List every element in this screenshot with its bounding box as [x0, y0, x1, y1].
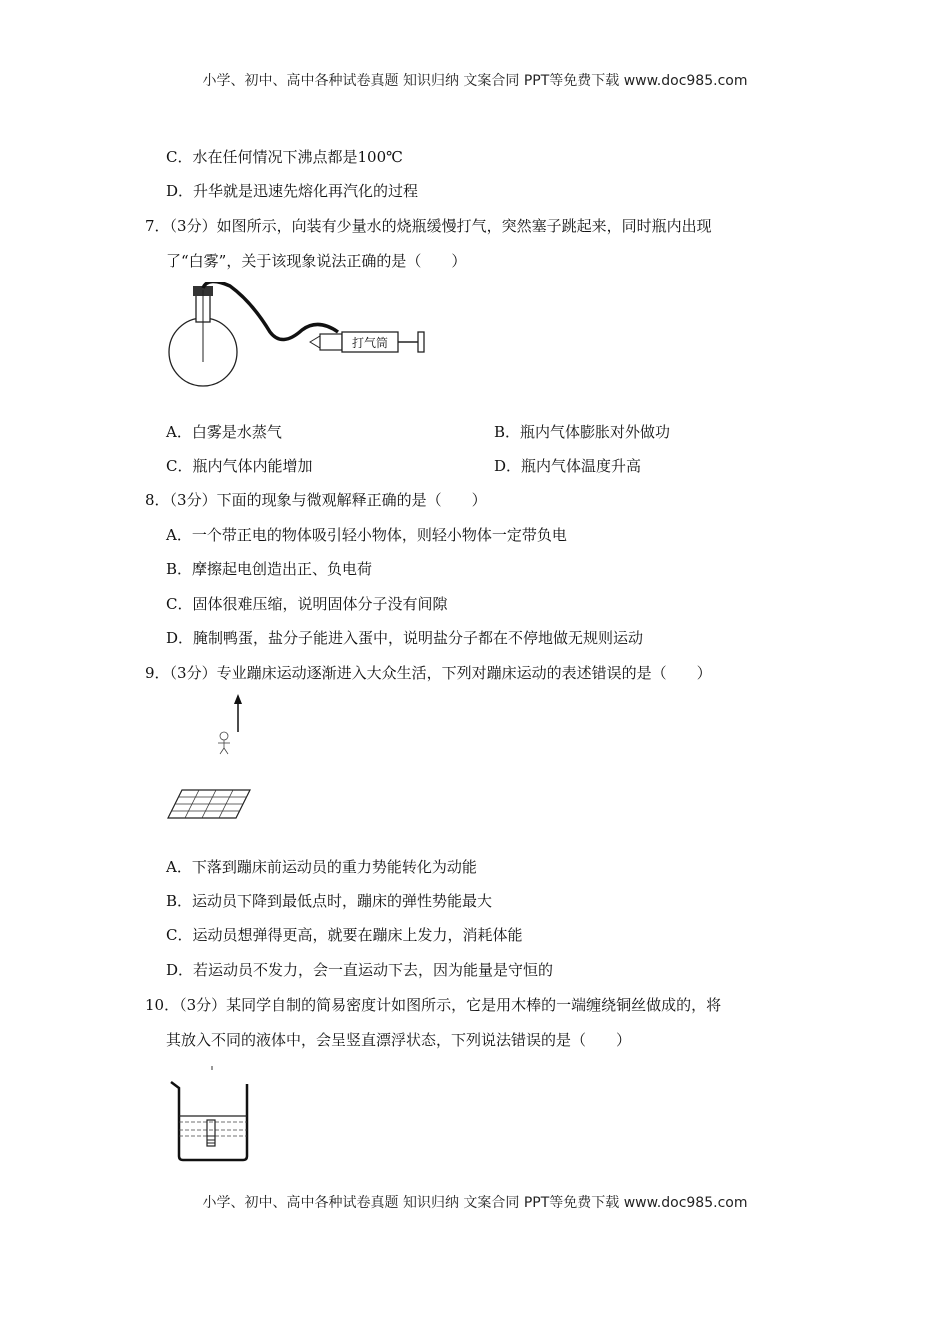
hose — [203, 282, 338, 340]
q10-stem-line1: 10．（3分）某同学自制的简易密度计如图所示，它是用木棒的一端缠绕铜丝做成的，将 — [145, 996, 722, 1014]
q8-option-a: A．一个带正电的物体吸引轻小物体，则轻小物体一定带负电 — [166, 526, 567, 544]
beaker-figure — [165, 1064, 265, 1166]
trampoline-figure — [160, 690, 260, 825]
q7-option-c: C．瓶内气体内能增加 — [166, 457, 313, 475]
q10-stem-line2: 其放入不同的液体中，会呈竖直漂浮状态，下列说法错误的是（ ） — [166, 1031, 632, 1049]
q8-option-b: B．摩擦起电创造出正、负电荷 — [166, 560, 373, 578]
q7-option-d: D．瓶内气体温度升高 — [494, 457, 642, 475]
q8-stem: 8．（3分）下面的现象与微观解释正确的是（ ） — [145, 491, 487, 509]
q9-option-b: B．运动员下降到最低点时，蹦床的弹性势能最大 — [166, 892, 493, 910]
athlete-leg-right — [224, 748, 228, 754]
up-arrow-head — [234, 694, 242, 704]
flask-pump-figure — [160, 282, 440, 392]
q6-option-d: D．升华就是迅速先熔化再汽化的过程 — [166, 182, 419, 200]
q9-stem: 9．（3分）专业蹦床运动逐渐进入大众生活，下列对蹦床运动的表述错误的是（ ） — [145, 664, 712, 682]
q6-option-c: C．水在任何情况下沸点都是100℃ — [166, 148, 403, 166]
q9-option-a: A．下落到蹦床前运动员的重力势能转化为动能 — [166, 858, 477, 876]
page-header: 小学、初中、高中各种试卷真题 知识归纳 文案合同 PPT等免费下载 www.doc985.com — [202, 73, 748, 89]
q9-option-d: D．若运动员不发力，会一直运动下去，因为能量是守恒的 — [166, 961, 554, 979]
density-meter — [207, 1120, 215, 1146]
q8-option-c: C．固体很难压缩，说明固体分子没有间隙 — [166, 595, 448, 613]
page-footer: 小学、初中、高中各种试卷真题 知识归纳 文案合同 PPT等免费下载 www.doc985.com — [202, 1195, 748, 1211]
q8-option-d: D．腌制鸭蛋，盐分子能进入蛋中，说明盐分子都在不停地做无规则运动 — [166, 629, 644, 647]
beaker — [171, 1082, 247, 1160]
athlete-head — [220, 732, 228, 740]
pump-label: 打气筒 — [351, 336, 389, 350]
athlete-leg-left — [220, 748, 224, 754]
q7-option-a: A．白雾是水蒸气 — [166, 423, 282, 441]
pump-nozzle — [310, 336, 320, 348]
q7-stem-line1: 7．（3分）如图所示，向装有少量水的烧瓶缓慢打气，突然塞子跳起来，同时瓶内出现 — [145, 217, 712, 235]
q7-stem-line2: 了“白雾”，关于该现象说法正确的是（ ） — [166, 252, 467, 270]
q7-option-b: B．瓶内气体膨胀对外做功 — [494, 423, 671, 441]
pump-handle — [418, 332, 424, 352]
pump-front — [320, 334, 342, 350]
q9-option-c: C．运动员想弹得更高，就要在蹦床上发力，消耗体能 — [166, 926, 523, 944]
